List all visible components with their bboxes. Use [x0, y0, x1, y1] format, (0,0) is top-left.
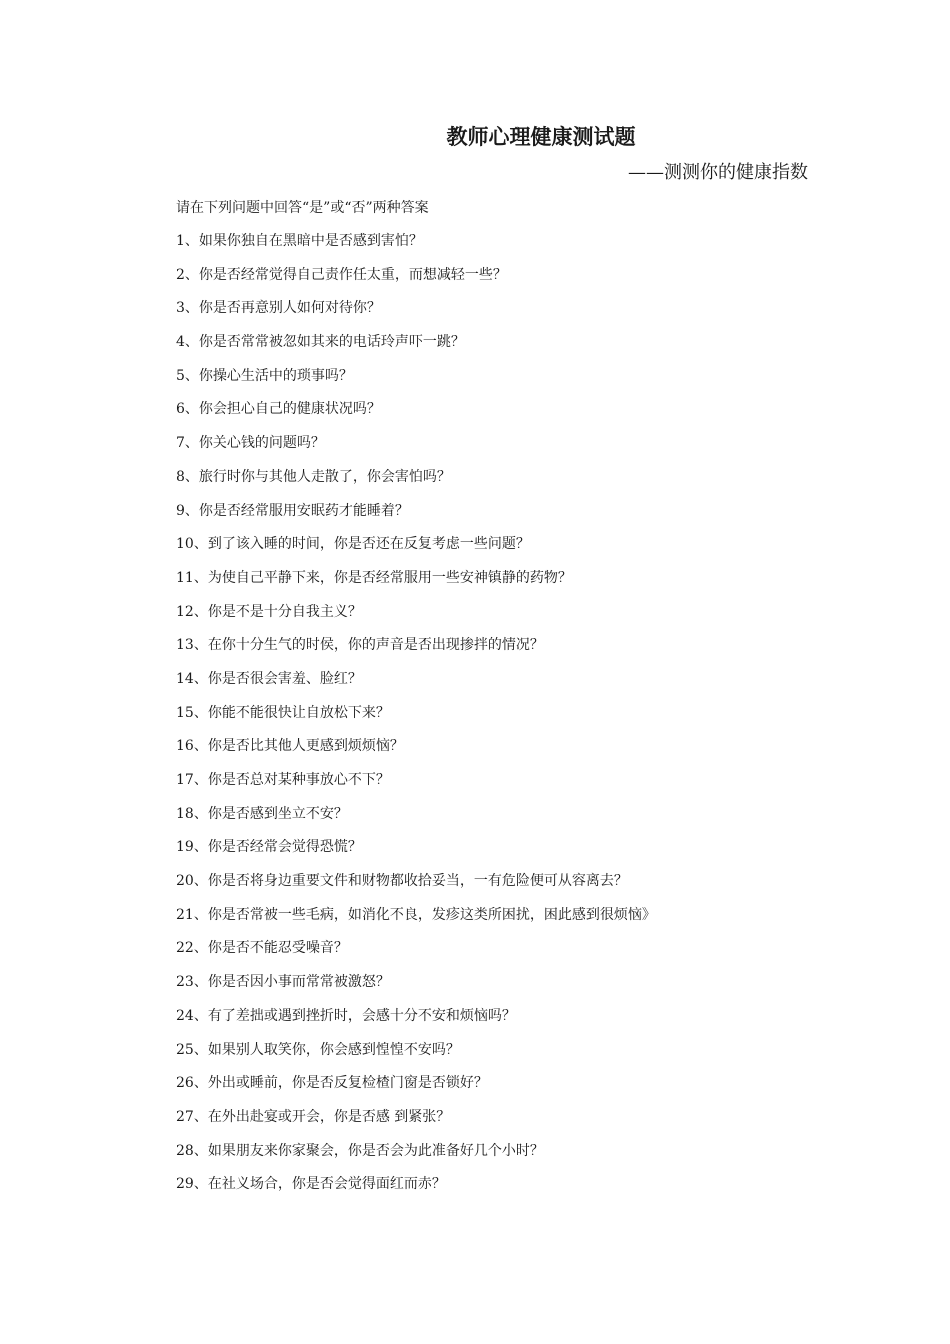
question-item: 21、你是否常被一些毛病，如消化不良，发疹这类所困扰，困此感到很烦恼》: [176, 906, 656, 923]
question-item: 27、在外出赴宴或开会，你是否感 到紧张？: [176, 1108, 451, 1125]
question-item: 28、如果朋友来你家聚会，你是否会为此准备好几个小时？: [176, 1142, 544, 1159]
question-item: 5、你操心生活中的琐事吗？: [176, 367, 353, 384]
question-item: 4、你是否常常被忽如其来的电话玲声吓一跳？: [176, 334, 465, 351]
question-item: 19、你是否经常会觉得恐慌？: [176, 839, 362, 856]
question-item: 26、外出或睡前，你是否反复检楂门窗是否锁好？: [176, 1075, 488, 1092]
question-item: 17、你是否总对某种事放心不下？: [176, 772, 390, 788]
question-item: 22、你是否不能忍受噪音？: [176, 940, 348, 957]
document-subtitle: ——测测你的健康指数: [628, 162, 808, 183]
instructions-text: 请在下列问题中回答“是”或“否”两种答案: [176, 200, 429, 216]
question-list: [176, 230, 656, 1207]
question-item: 1、如果你独自在黑暗中是否感到害怕？: [176, 233, 423, 249]
question-item: 29、在社义场合，你是否会觉得面红而赤？: [176, 1176, 446, 1193]
question-item: 14、你是否很会害羞、脸红？: [176, 670, 362, 687]
question-item: 12、你是不是十分自我主义？: [176, 603, 362, 620]
question-item: 23、你是否因小事而常常被激怒？: [176, 974, 390, 991]
question-item: 20、你是否将身边重要文件和财物都收拾妥当，一有危险便可从容离去？: [176, 873, 628, 890]
question-item: 10、到了该入睡的时间，你是否还在反复考虑一些问题？: [176, 536, 530, 553]
question-item: 25、如果别人取笑你，你会感到惶惶不安吗？: [176, 1041, 460, 1058]
question-item: 13、在你十分生气的时侯，你的声音是否出现掺拌的情况？: [176, 637, 544, 654]
question-item: 7、你关心钱的问题吗？: [176, 435, 325, 452]
question-item: 16、你是否比其他人更感到烦烦恼？: [176, 738, 404, 755]
document-title: 教师心理健康测试题: [446, 125, 636, 149]
question-item: 11、为使自己平静下来，你是否经常服用一些安神镇静的药物？: [176, 569, 572, 586]
question-item: 3、你是否再意别人如何对待你？: [176, 300, 381, 317]
question-item: 8、旅行时你与其他人走散了，你会害怕吗？: [176, 468, 451, 485]
question-item: 18、你是否感到坐立不安？: [176, 805, 348, 822]
question-item: 9、你是否经常服用安眠药才能睡着？: [176, 502, 409, 519]
question-item: 2、你是否经常觉得自己责作任太重，而想减轻一些？: [176, 266, 507, 283]
question-item: 24、有了差拙或遇到挫折时，会感十分不安和烦恼吗？: [176, 1007, 516, 1024]
question-item: 15、你能不能很快让自放松下来？: [176, 704, 390, 721]
question-item: 6、你会担心自己的健康状况吗？: [176, 401, 381, 418]
